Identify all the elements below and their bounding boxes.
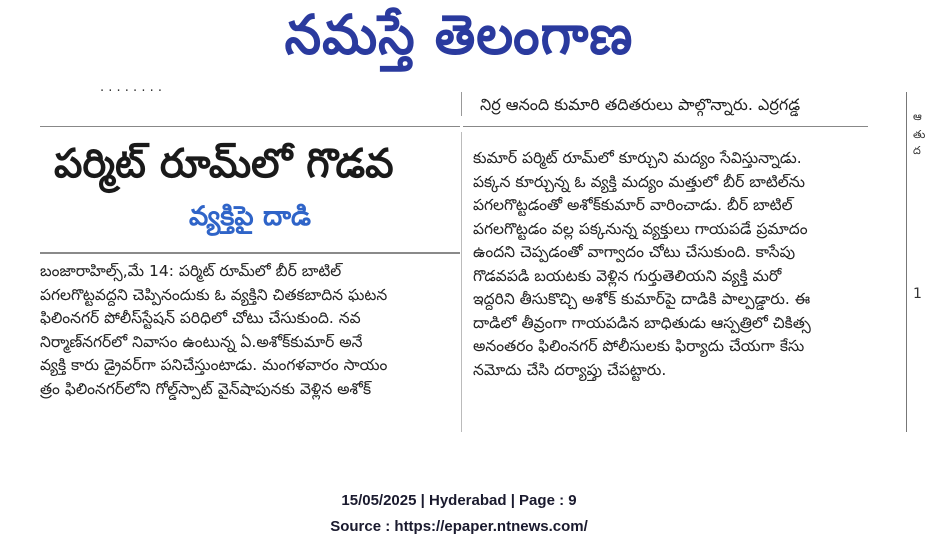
source-link[interactable]: Source : https://epaper.ntnews.com/ bbox=[330, 518, 588, 535]
article-line: కుమార్ పర్మిట్ రూమ్‌లో కూర్చుని మద్యం సేవిస్తున్నాడు. bbox=[473, 149, 802, 167]
masthead bbox=[0, 2, 918, 82]
article-line: పగలగొట్టడంతో అశోక్‌కుమార్ వారించాడు. బీర్ బాటిల్ bbox=[473, 196, 793, 214]
cut-text-fragment-right: నిర్ర ఆనంది కుమారి తదితరులు పాల్గొన్నారు. ఎర్రగడ్డ bbox=[480, 95, 801, 114]
article-line: పక్కన కూర్చున్న ఓ వ్యక్తి మద్యం మత్తులో బీర్ బాటిల్‌ను bbox=[473, 172, 806, 191]
article-column-left bbox=[40, 260, 445, 401]
article-line: ఫిలింనగర్ పోలీస్‌స్టేషన్ పరిధిలో చోటు చేసుకుంది. నవ bbox=[40, 309, 361, 327]
article-clipping bbox=[40, 84, 925, 434]
strip-mark: ద bbox=[913, 144, 921, 157]
article-line: ఉందని చెప్పడంతో వాగ్వాదం చోటు చేసుకుంది. కాసేపు bbox=[473, 243, 796, 261]
article-line: వ్యక్తి కారు డ్రైవర్‌గా పనిచేస్తుంటాడు. మంగళవారం సాయం bbox=[40, 356, 388, 374]
headline-rule bbox=[40, 252, 460, 254]
article-line: గొడవపడి బయటకు వెళ్లిన గుర్తుతెలియని వ్యక్తి మరో bbox=[473, 266, 782, 285]
newspaper-logo: నమస్తే తెలంగాణ bbox=[284, 4, 634, 68]
rule-left bbox=[40, 126, 460, 127]
article-line: నమోదు చేసి దర్యాప్తు చేపట్టారు. bbox=[473, 360, 667, 379]
article-line: అనంతరం ఫిలింనగర్ పోలీసులకు ఫిర్యాదు చేయగా కేసు bbox=[473, 337, 805, 355]
column-divider bbox=[461, 132, 462, 432]
article-line: పగలగొట్టవద్దని చెప్పినందుకు ఓ వ్యక్తిని చితకబాదిన ఘటన bbox=[40, 285, 388, 304]
strip-mark: 1 bbox=[913, 286, 922, 302]
edition-info: 15/05/2025 | Hyderabad | Page : 9 bbox=[341, 492, 577, 509]
article-subheadline: వ్యక్తిపై దాడి bbox=[188, 201, 312, 232]
column-divider-top bbox=[461, 92, 462, 116]
article-line: నిర్మాణ్‌నగర్‌లో నివాసం ఉంటున్న ఏ.అశోక్‌కుమార్ అనే bbox=[40, 332, 363, 351]
article-line: త్రం ఫిలింనగర్‌లోని గోల్డ్‌స్పాట్ వైన్‌షాపునకు వెళ్లిన అశోక్ bbox=[40, 379, 372, 398]
article-line: పగలగొట్టడం వల్ల పక్కనున్న వ్యక్తులు గాయపడే ప్రమాదం bbox=[473, 219, 808, 238]
article-line: దాడిలో తీవ్రంగా గాయపడిన బాధితుడు ఆస్పత్రిలో చికిత్స bbox=[473, 313, 811, 332]
article-headline: పర్మిట్ రూమ్‌లో గొడవ bbox=[54, 141, 394, 187]
adjacent-column-strip bbox=[906, 92, 925, 432]
article-column-right bbox=[473, 147, 868, 382]
cut-text-fragment-left: · · · · · · · · bbox=[100, 84, 162, 99]
article-line: ఇద్దరిని తీసుకొచ్చి అశోక్ కుమార్‌పై దాడికి పాల్పడ్డారు. ఈ bbox=[473, 290, 811, 308]
page-footer bbox=[0, 488, 918, 540]
strip-mark: తు bbox=[913, 128, 925, 141]
article-line: బంజారాహిల్స్,మే 14: పర్మిట్ రూమ్‌లో బీర్ బాటిల్ bbox=[40, 262, 342, 280]
strip-mark: ఆ bbox=[913, 110, 922, 123]
rule-right bbox=[463, 126, 868, 127]
